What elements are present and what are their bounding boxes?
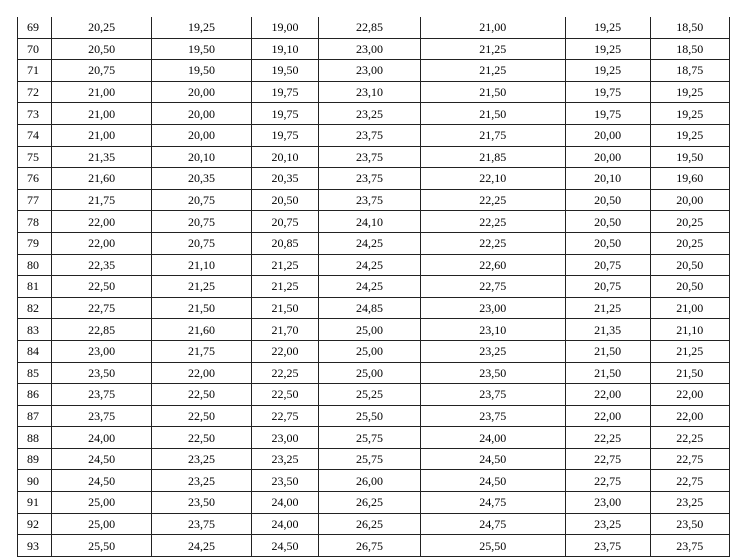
table-cell-row-index: 80 xyxy=(18,254,52,276)
table-cell-value-col-7: 22,75 xyxy=(650,470,729,492)
table-row xyxy=(18,405,730,427)
table-row xyxy=(18,254,730,276)
table-cell-value-col-5: 21,25 xyxy=(420,38,565,60)
table-cell-value-col-3: 21,70 xyxy=(251,319,318,341)
table-cell-value-col-4: 25,00 xyxy=(319,319,421,341)
table-cell-value-col-4: 23,75 xyxy=(319,189,421,211)
table-cell-value-col-7: 18,75 xyxy=(650,60,729,82)
table-cell-value-col-1: 24,50 xyxy=(52,448,152,470)
table-cell-value-col-6: 20,50 xyxy=(565,189,650,211)
table-cell-value-col-7: 21,25 xyxy=(650,340,729,362)
table-cell-value-col-3: 19,75 xyxy=(251,81,318,103)
table-cell-value-col-6: 21,50 xyxy=(565,362,650,384)
table-cell-value-col-5: 24,00 xyxy=(420,427,565,449)
table-cell-row-index: 83 xyxy=(18,319,52,341)
table-cell-value-col-1: 23,00 xyxy=(52,340,152,362)
table-cell-value-col-2: 20,00 xyxy=(152,124,252,146)
table-cell-value-col-7: 18,50 xyxy=(650,17,729,38)
table-cell-value-col-3: 22,75 xyxy=(251,405,318,427)
table-cell-value-col-5: 22,25 xyxy=(420,211,565,233)
table-cell-value-col-1: 24,00 xyxy=(52,427,152,449)
table-cell-value-col-4: 26,75 xyxy=(319,535,421,557)
table-cell-value-col-3: 19,75 xyxy=(251,103,318,125)
table-cell-value-col-6: 19,25 xyxy=(565,17,650,38)
table-cell-value-col-3: 22,00 xyxy=(251,340,318,362)
table-row xyxy=(18,60,730,82)
table-cell-value-col-5: 22,25 xyxy=(420,189,565,211)
table-cell-row-index: 93 xyxy=(18,535,52,557)
table-cell-value-col-4: 23,75 xyxy=(319,168,421,190)
table-cell-value-col-1: 22,50 xyxy=(52,276,152,298)
table-row xyxy=(18,168,730,190)
table-row xyxy=(18,535,730,557)
table-cell-value-col-4: 24,85 xyxy=(319,297,421,319)
table-cell-value-col-2: 20,10 xyxy=(152,146,252,168)
table-cell-value-col-7: 21,00 xyxy=(650,297,729,319)
table-cell-value-col-5: 21,85 xyxy=(420,146,565,168)
table-cell-value-col-2: 23,25 xyxy=(152,448,252,470)
table-cell-row-index: 70 xyxy=(18,38,52,60)
table-row xyxy=(18,427,730,449)
table-cell-value-col-2: 22,50 xyxy=(152,427,252,449)
table-cell-value-col-1: 20,25 xyxy=(52,17,152,38)
table-cell-value-col-3: 21,25 xyxy=(251,254,318,276)
table-cell-value-col-5: 23,10 xyxy=(420,319,565,341)
table-cell-value-col-3: 21,25 xyxy=(251,276,318,298)
table-cell-value-col-6: 19,25 xyxy=(565,60,650,82)
table-cell-value-col-5: 23,00 xyxy=(420,297,565,319)
table-cell-value-col-5: 21,50 xyxy=(420,81,565,103)
table-cell-value-col-2: 21,10 xyxy=(152,254,252,276)
table-cell-value-col-3: 20,50 xyxy=(251,189,318,211)
table-row xyxy=(18,146,730,168)
table-cell-value-col-4: 25,50 xyxy=(319,405,421,427)
table-cell-value-col-1: 23,50 xyxy=(52,362,152,384)
table-cell-value-col-6: 20,10 xyxy=(565,168,650,190)
table-cell-value-col-6: 21,35 xyxy=(565,319,650,341)
table-cell-value-col-3: 20,85 xyxy=(251,232,318,254)
table-cell-value-col-5: 24,75 xyxy=(420,513,565,535)
table-cell-value-col-4: 26,25 xyxy=(319,492,421,514)
table-cell-value-col-3: 24,50 xyxy=(251,535,318,557)
table-cell-value-col-1: 21,60 xyxy=(52,168,152,190)
table-cell-value-col-6: 22,75 xyxy=(565,448,650,470)
table-cell-value-col-7: 19,25 xyxy=(650,103,729,125)
table-cell-value-col-5: 21,75 xyxy=(420,124,565,146)
table-cell-value-col-1: 21,00 xyxy=(52,103,152,125)
table-cell-row-index: 85 xyxy=(18,362,52,384)
table-cell-row-index: 75 xyxy=(18,146,52,168)
table-cell-value-col-4: 24,25 xyxy=(319,276,421,298)
table-cell-value-col-3: 19,50 xyxy=(251,60,318,82)
table-row xyxy=(18,81,730,103)
table-cell-row-index: 78 xyxy=(18,211,52,233)
table-cell-value-col-4: 23,10 xyxy=(319,81,421,103)
table-cell-value-col-4: 25,00 xyxy=(319,362,421,384)
table-row xyxy=(18,340,730,362)
table-cell-value-col-7: 20,50 xyxy=(650,276,729,298)
table-cell-value-col-5: 23,25 xyxy=(420,340,565,362)
table-cell-value-col-4: 23,00 xyxy=(319,38,421,60)
table-cell-value-col-2: 20,75 xyxy=(152,232,252,254)
table-cell-value-col-1: 25,00 xyxy=(52,513,152,535)
table-cell-value-col-4: 23,75 xyxy=(319,146,421,168)
table-cell-value-col-4: 23,00 xyxy=(319,60,421,82)
table-cell-value-col-5: 23,50 xyxy=(420,362,565,384)
table-cell-value-col-5: 24,75 xyxy=(420,492,565,514)
table-row xyxy=(18,384,730,406)
table-cell-value-col-2: 22,50 xyxy=(152,384,252,406)
table-cell-value-col-1: 21,00 xyxy=(52,124,152,146)
table-cell-value-col-3: 19,10 xyxy=(251,38,318,60)
table-cell-value-col-3: 23,50 xyxy=(251,470,318,492)
table-cell-value-col-7: 22,25 xyxy=(650,427,729,449)
table-cell-row-index: 81 xyxy=(18,276,52,298)
table-cell-row-index: 74 xyxy=(18,124,52,146)
table-row xyxy=(18,470,730,492)
table-row xyxy=(18,124,730,146)
table-cell-value-col-7: 20,25 xyxy=(650,211,729,233)
table-cell-row-index: 84 xyxy=(18,340,52,362)
table-cell-value-col-5: 24,50 xyxy=(420,470,565,492)
table-cell-value-col-2: 21,50 xyxy=(152,297,252,319)
table-cell-value-col-6: 22,25 xyxy=(565,427,650,449)
table-cell-value-col-7: 19,50 xyxy=(650,146,729,168)
table-cell-value-col-2: 20,75 xyxy=(152,211,252,233)
table-cell-value-col-2: 23,75 xyxy=(152,513,252,535)
table-cell-row-index: 69 xyxy=(18,17,52,38)
table-cell-value-col-2: 19,50 xyxy=(152,60,252,82)
table-cell-value-col-2: 21,75 xyxy=(152,340,252,362)
table-cell-value-col-4: 23,75 xyxy=(319,124,421,146)
table-cell-value-col-7: 19,60 xyxy=(650,168,729,190)
table-cell-row-index: 79 xyxy=(18,232,52,254)
table-row xyxy=(18,448,730,470)
table-row xyxy=(18,362,730,384)
table-cell-value-col-1: 21,35 xyxy=(52,146,152,168)
table-cell-value-col-7: 19,25 xyxy=(650,124,729,146)
table-cell-value-col-2: 23,50 xyxy=(152,492,252,514)
table-cell-value-col-6: 19,25 xyxy=(565,38,650,60)
table-cell-value-col-6: 20,00 xyxy=(565,146,650,168)
table-cell-value-col-6: 20,75 xyxy=(565,276,650,298)
table-cell-value-col-3: 20,10 xyxy=(251,146,318,168)
table-row xyxy=(18,17,730,38)
table-row xyxy=(18,492,730,514)
table-row xyxy=(18,232,730,254)
table-cell-value-col-7: 20,25 xyxy=(650,232,729,254)
table-cell-row-index: 76 xyxy=(18,168,52,190)
table-cell-value-col-5: 23,75 xyxy=(420,405,565,427)
table-cell-value-col-2: 19,25 xyxy=(152,17,252,38)
table-cell-value-col-2: 20,00 xyxy=(152,81,252,103)
table-cell-value-col-4: 22,85 xyxy=(319,17,421,38)
table-cell-value-col-7: 22,00 xyxy=(650,384,729,406)
table-cell-value-col-1: 25,00 xyxy=(52,492,152,514)
table-cell-value-col-3: 23,25 xyxy=(251,448,318,470)
table-cell-value-col-6: 22,00 xyxy=(565,384,650,406)
table-cell-value-col-5: 21,00 xyxy=(420,17,565,38)
table-cell-value-col-3: 20,75 xyxy=(251,211,318,233)
table-cell-value-col-6: 21,50 xyxy=(565,340,650,362)
table-cell-value-col-4: 25,75 xyxy=(319,448,421,470)
table-cell-row-index: 71 xyxy=(18,60,52,82)
table-cell-value-col-2: 20,35 xyxy=(152,168,252,190)
table-cell-value-col-2: 21,25 xyxy=(152,276,252,298)
table-cell-value-col-4: 23,25 xyxy=(319,103,421,125)
table-row xyxy=(18,276,730,298)
table-cell-row-index: 89 xyxy=(18,448,52,470)
table-cell-value-col-1: 23,75 xyxy=(52,405,152,427)
table-row xyxy=(18,319,730,341)
table-cell-value-col-3: 22,25 xyxy=(251,362,318,384)
table-cell-row-index: 91 xyxy=(18,492,52,514)
table-cell-value-col-1: 22,00 xyxy=(52,211,152,233)
table-cell-value-col-7: 23,75 xyxy=(650,535,729,557)
table-cell-value-col-3: 19,00 xyxy=(251,17,318,38)
table-cell-value-col-2: 24,25 xyxy=(152,535,252,557)
table-cell-value-col-4: 24,25 xyxy=(319,254,421,276)
table-cell-value-col-6: 19,75 xyxy=(565,81,650,103)
data-table xyxy=(17,17,730,557)
table-cell-value-col-2: 22,00 xyxy=(152,362,252,384)
table-cell-value-col-7: 21,10 xyxy=(650,319,729,341)
table-cell-value-col-7: 23,25 xyxy=(650,492,729,514)
table-cell-value-col-3: 20,35 xyxy=(251,168,318,190)
table-cell-value-col-6: 20,50 xyxy=(565,232,650,254)
table-cell-value-col-1: 20,50 xyxy=(52,38,152,60)
table-row xyxy=(18,103,730,125)
table-cell-value-col-5: 22,60 xyxy=(420,254,565,276)
table-cell-value-col-5: 23,75 xyxy=(420,384,565,406)
table-cell-value-col-7: 20,50 xyxy=(650,254,729,276)
table-cell-value-col-7: 18,50 xyxy=(650,38,729,60)
table-cell-value-col-2: 20,00 xyxy=(152,103,252,125)
table-cell-value-col-5: 22,75 xyxy=(420,276,565,298)
table-cell-value-col-1: 22,00 xyxy=(52,232,152,254)
table-body xyxy=(18,17,730,556)
table-cell-row-index: 73 xyxy=(18,103,52,125)
table-cell-value-col-5: 22,25 xyxy=(420,232,565,254)
table-cell-value-col-3: 23,00 xyxy=(251,427,318,449)
table-row xyxy=(18,297,730,319)
table-cell-row-index: 72 xyxy=(18,81,52,103)
table-cell-value-col-4: 26,00 xyxy=(319,470,421,492)
table-cell-value-col-6: 23,25 xyxy=(565,513,650,535)
table-cell-value-col-1: 25,50 xyxy=(52,535,152,557)
table-cell-value-col-6: 20,00 xyxy=(565,124,650,146)
table-cell-row-index: 87 xyxy=(18,405,52,427)
table-cell-value-col-1: 21,75 xyxy=(52,189,152,211)
table-cell-row-index: 86 xyxy=(18,384,52,406)
table-cell-value-col-7: 21,50 xyxy=(650,362,729,384)
table-cell-row-index: 88 xyxy=(18,427,52,449)
table-cell-value-col-3: 22,50 xyxy=(251,384,318,406)
table-cell-value-col-5: 21,50 xyxy=(420,103,565,125)
table-cell-row-index: 90 xyxy=(18,470,52,492)
table-row xyxy=(18,38,730,60)
table-cell-value-col-7: 22,00 xyxy=(650,405,729,427)
table-cell-value-col-6: 19,75 xyxy=(565,103,650,125)
table-cell-row-index: 82 xyxy=(18,297,52,319)
table-row xyxy=(18,211,730,233)
table-cell-value-col-2: 23,25 xyxy=(152,470,252,492)
table-cell-value-col-5: 25,50 xyxy=(420,535,565,557)
table-cell-value-col-1: 22,85 xyxy=(52,319,152,341)
table-cell-value-col-2: 19,50 xyxy=(152,38,252,60)
table-cell-value-col-7: 19,25 xyxy=(650,81,729,103)
table-cell-row-index: 92 xyxy=(18,513,52,535)
table-cell-value-col-2: 20,75 xyxy=(152,189,252,211)
table-cell-value-col-2: 21,60 xyxy=(152,319,252,341)
table-cell-value-col-4: 24,25 xyxy=(319,232,421,254)
table-cell-value-col-5: 21,25 xyxy=(420,60,565,82)
table-cell-value-col-3: 21,50 xyxy=(251,297,318,319)
table-cell-value-col-3: 19,75 xyxy=(251,124,318,146)
table-cell-value-col-4: 25,00 xyxy=(319,340,421,362)
table-cell-value-col-5: 22,10 xyxy=(420,168,565,190)
table-cell-value-col-7: 22,75 xyxy=(650,448,729,470)
table-cell-value-col-1: 20,75 xyxy=(52,60,152,82)
table-row xyxy=(18,189,730,211)
table-cell-value-col-4: 25,25 xyxy=(319,384,421,406)
table-cell-value-col-1: 24,50 xyxy=(52,470,152,492)
table-cell-value-col-4: 26,25 xyxy=(319,513,421,535)
table-cell-row-index: 77 xyxy=(18,189,52,211)
table-cell-value-col-6: 20,75 xyxy=(565,254,650,276)
table-cell-value-col-1: 22,35 xyxy=(52,254,152,276)
table-row xyxy=(18,513,730,535)
table-cell-value-col-6: 22,75 xyxy=(565,470,650,492)
table-cell-value-col-6: 22,00 xyxy=(565,405,650,427)
table-cell-value-col-6: 23,75 xyxy=(565,535,650,557)
table-cell-value-col-2: 22,50 xyxy=(152,405,252,427)
table-cell-value-col-1: 21,00 xyxy=(52,81,152,103)
table-cell-value-col-6: 20,50 xyxy=(565,211,650,233)
table-cell-value-col-6: 23,00 xyxy=(565,492,650,514)
table-cell-value-col-4: 24,10 xyxy=(319,211,421,233)
table-cell-value-col-3: 24,00 xyxy=(251,513,318,535)
table-cell-value-col-1: 23,75 xyxy=(52,384,152,406)
table-cell-value-col-1: 22,75 xyxy=(52,297,152,319)
table-cell-value-col-3: 24,00 xyxy=(251,492,318,514)
table-cell-value-col-4: 25,75 xyxy=(319,427,421,449)
table-cell-value-col-7: 20,00 xyxy=(650,189,729,211)
table-cell-value-col-7: 23,50 xyxy=(650,513,729,535)
table-cell-value-col-5: 24,50 xyxy=(420,448,565,470)
table-cell-value-col-6: 21,25 xyxy=(565,297,650,319)
